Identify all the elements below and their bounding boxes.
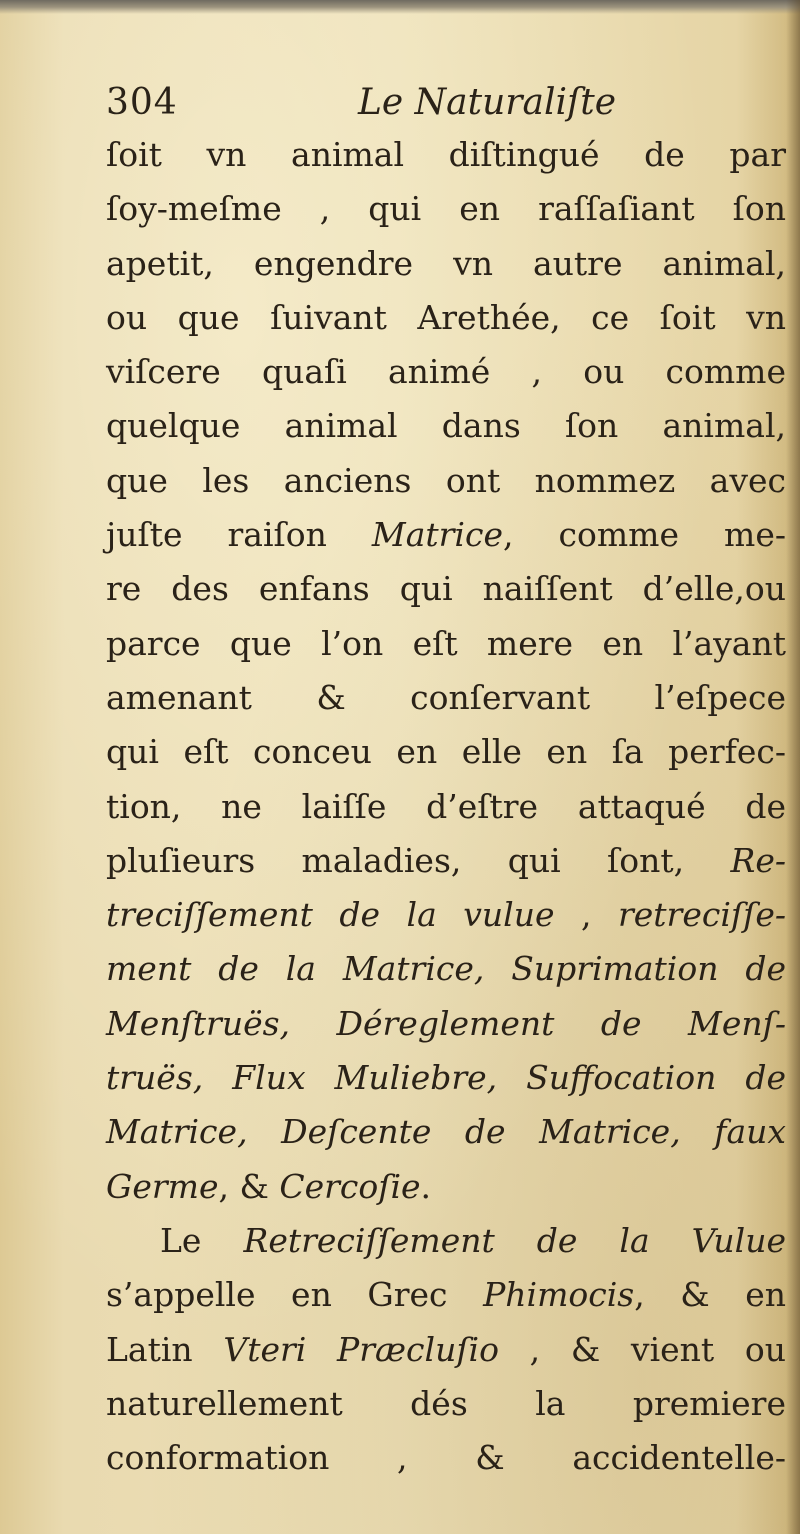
text-line [106, 888, 786, 942]
text-segment: parce que l’on eſt mere en l’ayant [106, 623, 786, 663]
text-line [106, 725, 786, 779]
text-line [106, 291, 786, 345]
text-segment: , comme me- [503, 515, 787, 555]
text-segment: , [554, 895, 618, 935]
italic-text: treciſſement de la vulue [106, 895, 555, 935]
text-segment: juſte raiſon [106, 515, 372, 555]
italic-text: Phimocis [483, 1275, 635, 1315]
text-segment: Le [160, 1220, 244, 1260]
text-line [106, 1323, 786, 1377]
italic-text: ment de la Matrice, Suprimation de [106, 949, 786, 989]
text-line [106, 1160, 786, 1214]
text-segment: , & vient ou [498, 1329, 786, 1369]
italic-text: Germe [106, 1166, 219, 1206]
text-line [106, 942, 786, 996]
text-segment: apetit, engendre vn autre animal, [106, 243, 786, 283]
text-segment: s’appelle en Grec [106, 1275, 484, 1315]
text-line [106, 237, 786, 291]
text-segment: , & en [634, 1275, 786, 1315]
text-line [106, 454, 786, 508]
text-line [106, 834, 786, 888]
text-line [106, 182, 786, 236]
text-segment: conformation , & accidentelle- [106, 1438, 786, 1478]
text-segment: ſoit vn animal diſtingué de par [106, 135, 786, 174]
text-line [106, 128, 786, 182]
italic-text: Menſtruës, Déreglement de Menſ- [106, 1003, 786, 1043]
text-line [106, 1105, 786, 1159]
italic-text: retreciſſe- [617, 895, 786, 935]
text-segment: naturellement dés la premiere [106, 1383, 786, 1423]
italic-text: Matrice [371, 515, 503, 555]
italic-text: Re- [730, 840, 786, 880]
text-line [106, 1431, 786, 1485]
text-line [106, 671, 786, 725]
text-line [106, 1214, 786, 1268]
italic-text: Matrice, Deſcente de Matrice, faux [106, 1112, 786, 1152]
text-segment: ou que ſuivant Arethée, ce ſoit vn [106, 297, 786, 337]
text-segment: amenant & conſervant l’eſpece [106, 677, 786, 717]
text-line [106, 399, 786, 453]
text-segment: quelque animal dans ſon animal, [106, 406, 786, 446]
text-segment: . [420, 1166, 432, 1206]
italic-text: Cercoſie [279, 1166, 421, 1206]
running-head: Le Naturaliſte [358, 82, 617, 123]
text-line [106, 345, 786, 399]
text-segment: pluſieurs maladies, qui ſont, [106, 840, 731, 880]
italic-text: Retreciſſement de la Vulue [243, 1220, 786, 1260]
page-number: 304 [106, 82, 178, 123]
text-segment: viſcere quaſi animé , ou comme [106, 352, 786, 392]
text-line [106, 1051, 786, 1105]
text-segment: qui eſt conceu en elle en ſa perfec- [106, 732, 786, 772]
text-line [106, 780, 786, 834]
text-segment: ſoy-meſme , qui en raſſaſiant ſon [106, 189, 786, 229]
text-line [106, 1268, 786, 1322]
page-top-shadow [0, 0, 800, 14]
italic-text: truës, Flux Muliebre, Suffocation de [106, 1058, 786, 1098]
text-line [106, 617, 786, 671]
text-line [106, 562, 786, 616]
body-text [106, 128, 786, 1485]
page-spine-shadow [786, 0, 800, 1534]
text-segment: tion, ne laiſſe d’eſtre attaqué de [106, 786, 786, 826]
text-segment: que les anciens ont nommez avec [106, 460, 786, 500]
italic-text: Vteri Præcluſio [223, 1329, 499, 1369]
text-segment: , & [218, 1166, 280, 1206]
text-segment: Latin [106, 1329, 224, 1369]
text-segment: re des enfans qui naiſſent d’elle,ou [106, 569, 786, 609]
text-line [106, 508, 786, 562]
text-line [106, 1377, 786, 1431]
text-line [106, 997, 786, 1051]
page-header [106, 70, 666, 130]
